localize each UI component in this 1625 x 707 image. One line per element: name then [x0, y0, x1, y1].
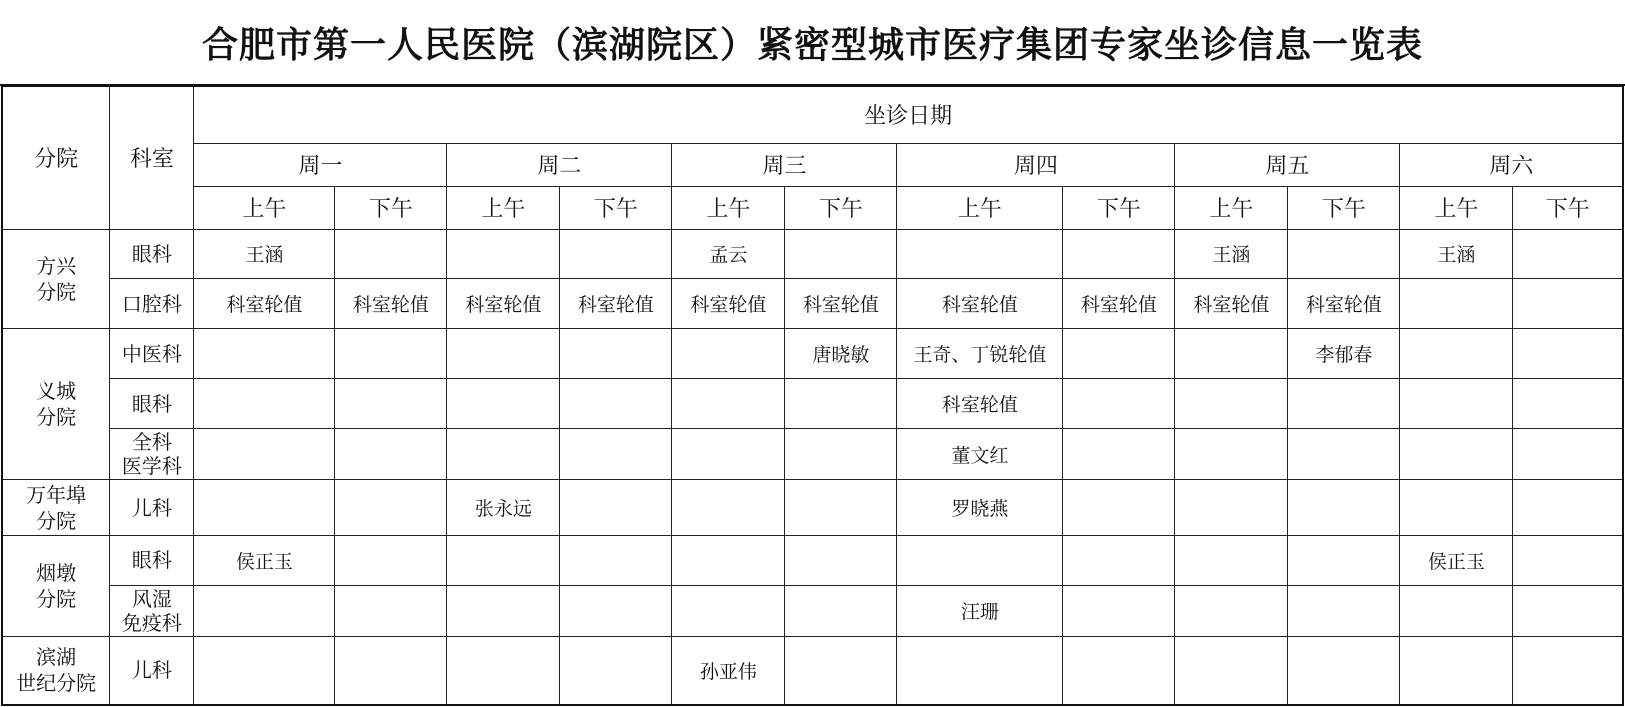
schedule-cell: [785, 229, 897, 279]
schedule-cell: [1175, 429, 1288, 480]
dept-name-line: 儿科: [131, 495, 172, 520]
schedule-cell: [1175, 480, 1288, 535]
schedule-cell: [897, 535, 1063, 585]
schedule-cell: [194, 585, 335, 636]
schedule-cell: [1400, 585, 1513, 636]
branch-name: [2, 229, 110, 329]
schedule-cell: [1513, 480, 1623, 535]
branch-name-line: 分院: [36, 279, 77, 304]
header-branch: 分院: [2, 86, 110, 229]
dept-name-line: 儿科: [131, 658, 172, 683]
schedule-cell: [447, 379, 560, 429]
branch-name-line: 分院: [36, 508, 77, 533]
schedule-cell: [335, 535, 447, 585]
schedule-cell: [560, 480, 672, 535]
schedule-cell: [785, 585, 897, 636]
schedule-cell: [447, 636, 560, 705]
schedule-cell: 侯正玉: [194, 535, 335, 585]
schedule-cell: [1175, 379, 1288, 429]
schedule-cell: [1400, 636, 1513, 705]
header-day: 周一: [194, 143, 447, 186]
schedule-cell: [1513, 535, 1623, 585]
schedule-cell: [560, 535, 672, 585]
schedule-cell: [447, 229, 560, 279]
schedule-cell: [1288, 379, 1400, 429]
schedule-cell: [1400, 429, 1513, 480]
branch-name-line: 烟墩: [36, 560, 77, 585]
schedule-cell: [335, 379, 447, 429]
branch-name-line: 分院: [36, 405, 77, 430]
table-row: [2, 585, 1623, 636]
branch-name: [2, 636, 110, 705]
schedule-cell: [897, 229, 1063, 279]
branch-name: [2, 480, 110, 535]
branch-name-line: 万年埠: [26, 482, 87, 507]
schedule-cell: [1288, 636, 1400, 705]
schedule-cell: [1175, 585, 1288, 636]
schedule-cell: 科室轮值: [1175, 279, 1288, 329]
schedule-cell: [1400, 279, 1513, 329]
schedule-cell: [672, 429, 785, 480]
dept-name-line: 免疫科: [121, 610, 182, 635]
schedule-cell: 李郁春: [1288, 329, 1400, 379]
schedule-cell: [194, 329, 335, 379]
schedule-cell: [194, 429, 335, 480]
dept-name-line: 风湿: [131, 586, 172, 611]
table-row: [2, 279, 1623, 329]
header-pm: 下午: [1513, 186, 1623, 229]
schedule-cell: [1175, 329, 1288, 379]
header-day: 周四: [897, 143, 1175, 186]
branch-name-line: 义城: [36, 379, 77, 404]
header-pm: 下午: [560, 186, 672, 229]
schedule-cell: [672, 585, 785, 636]
schedule-cell: [1513, 279, 1623, 329]
schedule-cell: [335, 229, 447, 279]
schedule-cell: 科室轮值: [560, 279, 672, 329]
header-pm: 下午: [1288, 186, 1400, 229]
schedule-cell: [1513, 329, 1623, 379]
schedule-cell: [447, 535, 560, 585]
schedule-cell: [335, 329, 447, 379]
schedule-cell: [785, 379, 897, 429]
schedule-cell: [1513, 229, 1623, 279]
dept-name-line: 眼科: [131, 548, 172, 573]
schedule-cell: [785, 535, 897, 585]
table-row: [2, 379, 1623, 429]
schedule-cell: [1063, 429, 1175, 480]
header-day: 周五: [1175, 143, 1400, 186]
schedule-cell: [1288, 480, 1400, 535]
table-row: [2, 480, 1623, 535]
schedule-cell: [194, 480, 335, 535]
schedule-cell: 科室轮值: [672, 279, 785, 329]
dept-name: [110, 279, 194, 329]
schedule-cell: 科室轮值: [1063, 279, 1175, 329]
schedule-cell: 侯正玉: [1400, 535, 1513, 585]
schedule-cell: [1063, 379, 1175, 429]
header-am: 上午: [1400, 186, 1513, 229]
header-am: 上午: [1175, 186, 1288, 229]
schedule-cell: [335, 429, 447, 480]
schedule-cell: 张永远: [447, 480, 560, 535]
schedule-cell: 孟云: [672, 229, 785, 279]
schedule-cell: 科室轮值: [785, 279, 897, 329]
schedule-cell: [1513, 429, 1623, 480]
schedule-cell: [672, 480, 785, 535]
schedule-cell: [672, 329, 785, 379]
schedule-cell: 董文红: [897, 429, 1063, 480]
schedule-cell: [1063, 535, 1175, 585]
schedule-cell: [1400, 329, 1513, 379]
dept-name: [110, 480, 194, 535]
dept-name: [110, 585, 194, 636]
dept-name-line: 眼科: [131, 391, 172, 416]
dept-name-line: 医学科: [121, 454, 182, 479]
schedule-cell: [447, 585, 560, 636]
schedule-cell: 科室轮值: [194, 279, 335, 329]
dept-name: [110, 379, 194, 429]
schedule-cell: [1288, 229, 1400, 279]
header-am: 上午: [447, 186, 560, 229]
header-date: 坐诊日期: [194, 86, 1623, 143]
header-am: 上午: [194, 186, 335, 229]
schedule-cell: 科室轮值: [897, 379, 1063, 429]
schedule-cell: [1513, 379, 1623, 429]
header-am: 上午: [897, 186, 1063, 229]
schedule-cell: 汪珊: [897, 585, 1063, 636]
schedule-cell: [194, 379, 335, 429]
table-row: [2, 329, 1623, 379]
schedule-cell: 科室轮值: [897, 279, 1063, 329]
schedule-cell: 王涵: [1175, 229, 1288, 279]
schedule-cell: [1513, 636, 1623, 705]
dept-name: [110, 329, 194, 379]
schedule-cell: [1175, 535, 1288, 585]
dept-name-line: 眼科: [131, 241, 172, 266]
schedule-cell: [1063, 329, 1175, 379]
schedule-cell: [785, 429, 897, 480]
branch-name: [2, 329, 110, 480]
schedule-cell: 孙亚伟: [672, 636, 785, 705]
schedule-cell: [335, 636, 447, 705]
schedule-cell: [672, 535, 785, 585]
schedule-cell: [447, 329, 560, 379]
schedule-cell: [1288, 535, 1400, 585]
schedule-cell: [1063, 229, 1175, 279]
schedule-cell: [1400, 379, 1513, 429]
branch-name: [2, 535, 110, 636]
dept-name-line: 口腔科: [121, 291, 182, 316]
schedule-cell: [560, 329, 672, 379]
schedule-cell: [447, 429, 560, 480]
schedule-cell: [785, 480, 897, 535]
schedule-cell: [335, 480, 447, 535]
schedule-cell: [560, 379, 672, 429]
schedule-cell: 科室轮值: [1288, 279, 1400, 329]
schedule-cell: [1400, 480, 1513, 535]
header-dept: 科室: [110, 86, 194, 229]
schedule-cell: 王奇、丁锐轮值: [897, 329, 1063, 379]
schedule-cell: 唐晓敏: [785, 329, 897, 379]
page-title: 合肥市第一人民医院（滨湖院区）紧密型城市医疗集团专家坐诊信息一览表: [0, 0, 1625, 86]
header-day: 周二: [447, 143, 672, 186]
table-row: [2, 636, 1623, 705]
schedule-cell: [1175, 636, 1288, 705]
schedule-cell: [560, 585, 672, 636]
header-pm: 下午: [335, 186, 447, 229]
branch-name-line: 世纪分院: [16, 671, 97, 696]
schedule-cell: 罗晓燕: [897, 480, 1063, 535]
schedule-cell: [1288, 429, 1400, 480]
schedule-cell: 王涵: [1400, 229, 1513, 279]
schedule-cell: [1063, 585, 1175, 636]
table-row: [2, 229, 1623, 279]
branch-name-line: 分院: [36, 586, 77, 611]
header-day: 周六: [1400, 143, 1623, 186]
schedule-cell: [1288, 585, 1400, 636]
schedule-cell: [672, 379, 785, 429]
branch-name-line: 滨湖: [36, 645, 77, 670]
table-row: [2, 429, 1623, 480]
header-pm: 下午: [785, 186, 897, 229]
dept-name-line: 全科: [131, 430, 172, 455]
branch-name-line: 方兴: [36, 253, 77, 278]
schedule-cell: [1063, 636, 1175, 705]
schedule-cell: [897, 636, 1063, 705]
schedule-cell: 科室轮值: [335, 279, 447, 329]
schedule-cell: 科室轮值: [447, 279, 560, 329]
dept-name: [110, 229, 194, 279]
schedule-cell: [560, 636, 672, 705]
schedule-table: [1, 85, 1624, 706]
table-row: [2, 535, 1623, 585]
schedule-cell: [335, 585, 447, 636]
dept-name-line: 中医科: [121, 341, 182, 366]
header-am: 上午: [672, 186, 785, 229]
schedule-cell: [785, 636, 897, 705]
schedule-cell: [194, 636, 335, 705]
schedule-cell: 王涵: [194, 229, 335, 279]
dept-name: [110, 429, 194, 480]
header-pm: 下午: [1063, 186, 1175, 229]
header-day: 周三: [672, 143, 897, 186]
dept-name: [110, 535, 194, 585]
schedule-cell: [560, 429, 672, 480]
schedule-cell: [1513, 585, 1623, 636]
dept-name: [110, 636, 194, 705]
schedule-cell: [560, 229, 672, 279]
schedule-cell: [1063, 480, 1175, 535]
